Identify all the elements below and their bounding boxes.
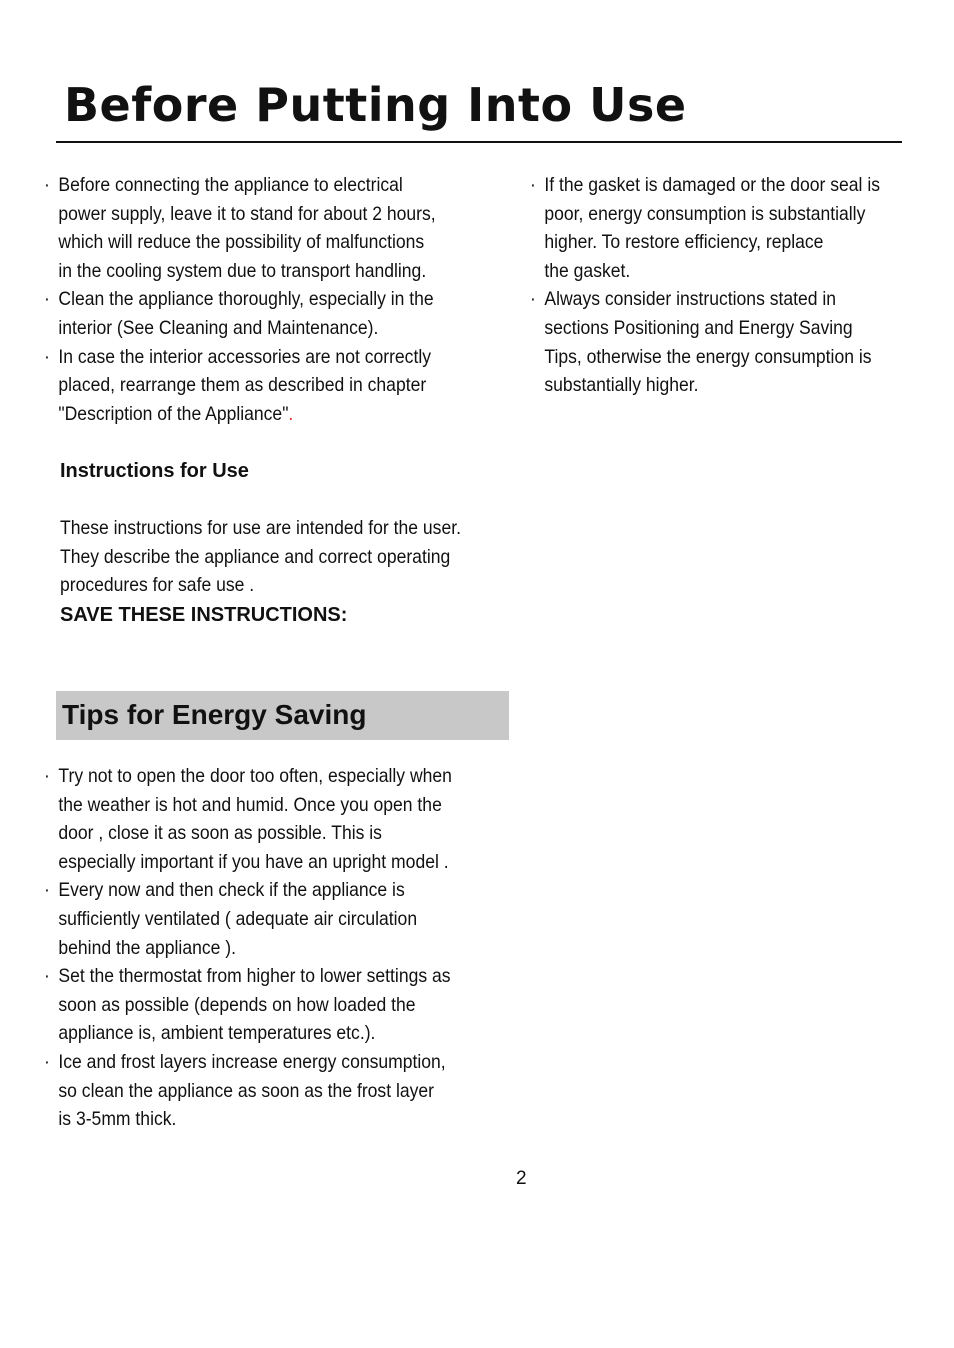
bullet-marker: ·	[44, 879, 50, 902]
title-divider	[56, 141, 902, 143]
bullet-text: If the gasket is damaged or the door seal is poor, energy consumption is substantially higher. To restore efficiency, replace the gasket.	[544, 174, 881, 282]
bullet-marker: ·	[44, 174, 50, 196]
list-item	[44, 962, 476, 1048]
bullet-marker: ·	[44, 1050, 50, 1073]
list-item	[530, 285, 901, 399]
bullet-marker: ·	[44, 765, 50, 787]
list-item	[44, 762, 476, 876]
bullet-marker: ·	[530, 288, 536, 311]
list-item	[44, 285, 476, 342]
page-number: 2	[516, 1168, 527, 1189]
bullet-text: Always consider instructions stated in sections Positioning and Energy Saving Tips, otherwise the energy consumption is substantially higher.	[544, 288, 872, 397]
instructions-body: These instructions for use are intended for the user. They describe the appliance and correct operating procedures for safe use .	[60, 517, 461, 597]
energy-bullet-list	[44, 762, 476, 1134]
list-item	[44, 343, 476, 429]
bullet-marker: ·	[44, 965, 50, 988]
instructions-heading: Instructions for Use	[60, 460, 249, 482]
energy-saving-section-header	[56, 691, 509, 740]
page-title: Before Putting Into Use	[64, 78, 687, 132]
list-item	[530, 171, 901, 285]
left-bullet-list	[44, 171, 476, 428]
list-item	[44, 1048, 476, 1134]
bullet-text: Every now and then check if the appliance is sufficiently ventilated ( adequate air circulation behind the appliance ).	[58, 879, 418, 959]
bullet-text: Before connecting the appliance to electrical power supply, leave it to stand for about 2 hours, which will reduce the possibility of malfunctions in the cooling system due to transport handling.	[58, 174, 436, 282]
bullet-text-wrapper	[58, 343, 476, 429]
bullet-text: Try not to open the door too often, especially when the weather is hot and humid. Once you open the door , close it as soon as possible. This is especially important if you have an upright model .	[58, 765, 452, 873]
bullet-marker: ·	[44, 345, 50, 368]
bullet-text: Clean the appliance thoroughly, especially in the interior (See Cleaning and Maintenance).	[58, 288, 434, 339]
bullet-marker: ·	[530, 174, 536, 196]
bullet-text: Ice and frost layers increase energy consumption, so clean the appliance as soon as the frost layer is 3-5mm thick.	[58, 1050, 446, 1131]
bullet-text: In case the interior accessories are not correctly placed, rearrange them as described in chapter "Description of the Appliance"	[58, 345, 432, 425]
list-item	[44, 171, 476, 285]
bullet-text: Set the thermostat from higher to lower settings as soon as possible (depends on how loaded the appliance is, ambient temperatures etc.).	[58, 965, 451, 1045]
save-instructions-note: SAVE THESE INSTRUCTIONS:	[60, 604, 348, 626]
red-period: .	[288, 402, 294, 425]
right-bullet-list	[530, 171, 901, 400]
list-item	[44, 876, 476, 962]
energy-saving-heading: Tips for Energy Saving	[62, 699, 367, 730]
bullet-marker: ·	[44, 288, 50, 311]
